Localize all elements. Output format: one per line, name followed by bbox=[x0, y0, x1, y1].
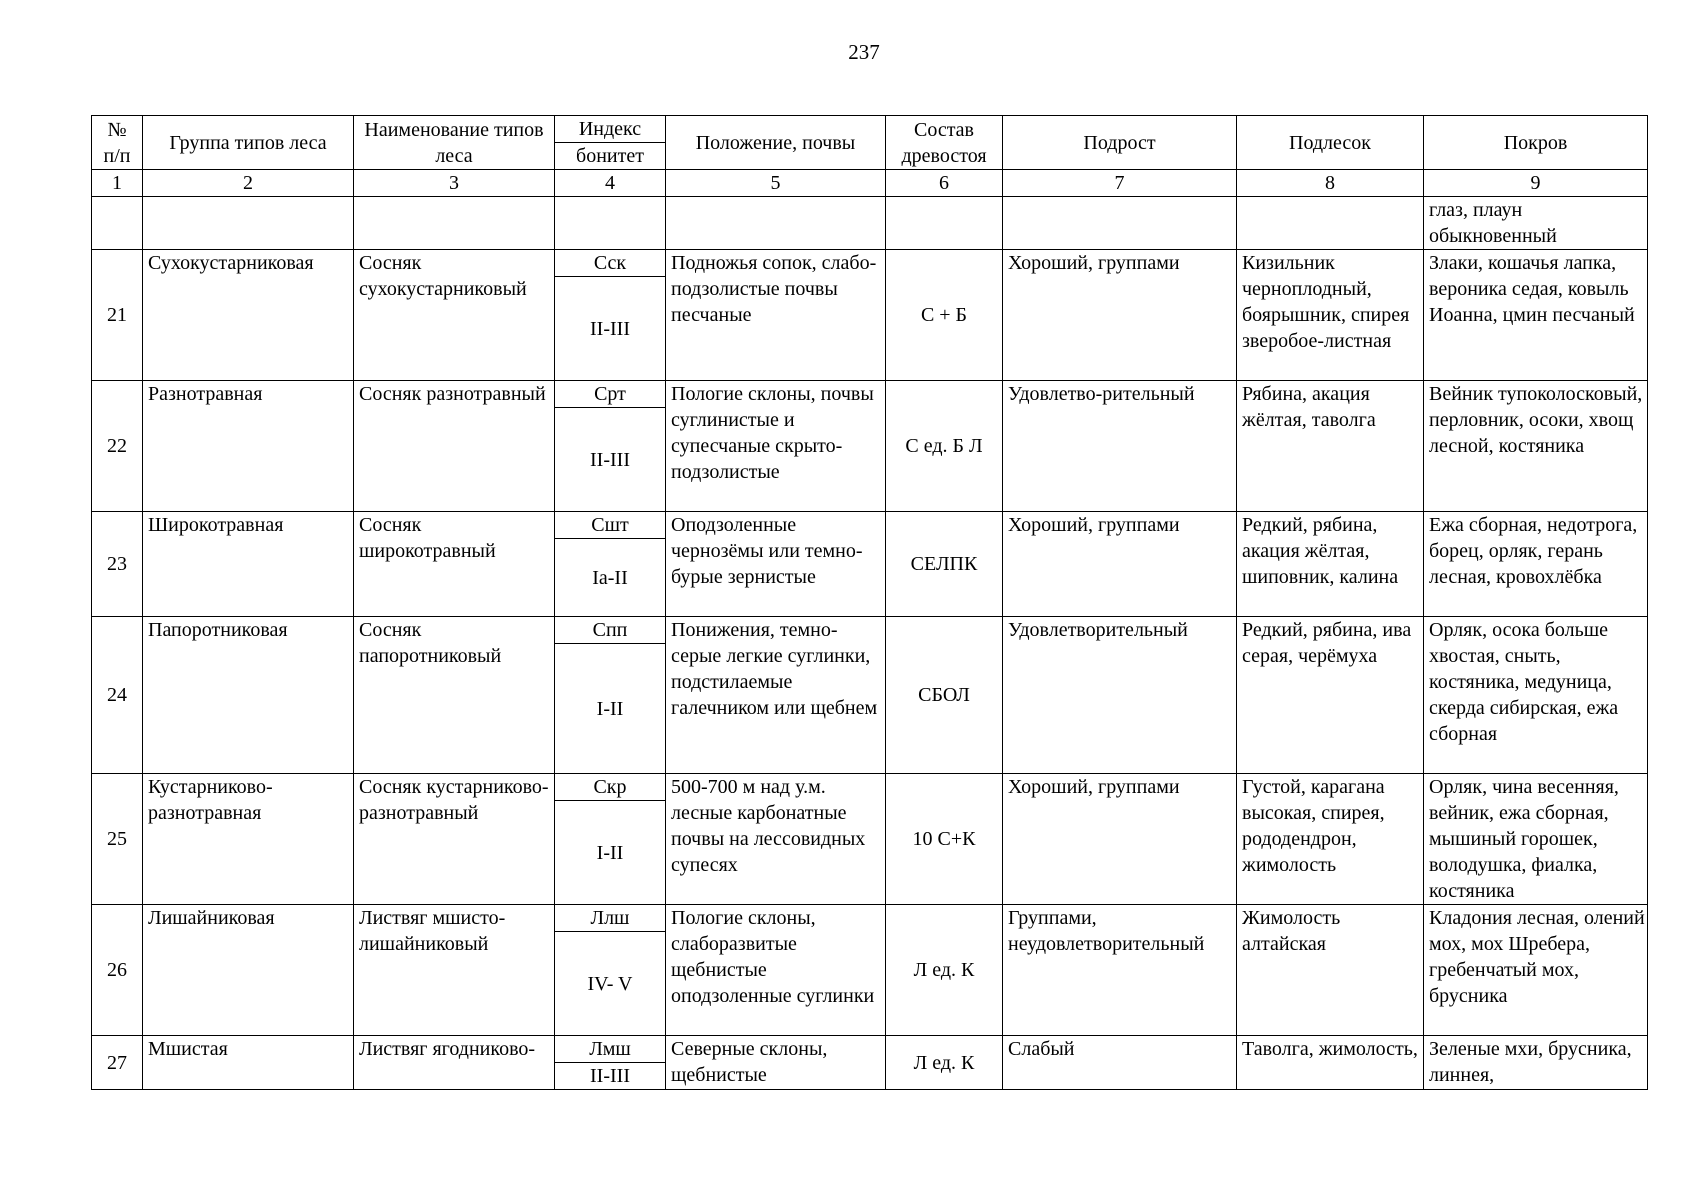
bonitet-cell: II-III bbox=[555, 408, 666, 512]
composition-cell: 10 С+К bbox=[886, 774, 1003, 905]
bonitet-cell: Ia-II bbox=[555, 539, 666, 617]
page-number: 237 bbox=[848, 40, 880, 64]
podrost-cell: Группами, неудовлетворительный bbox=[1003, 905, 1237, 1036]
position-soil-cell: Подножья сопок, слабо-подзолистые почвы песчаные bbox=[666, 250, 886, 381]
column-number: 3 bbox=[354, 170, 555, 197]
pokrov-cell: глаз, плаун обыкновенный bbox=[1424, 197, 1648, 250]
empty-cell bbox=[143, 197, 354, 250]
row-number: 21 bbox=[92, 250, 143, 381]
empty-cell bbox=[1237, 197, 1424, 250]
table-row bbox=[92, 1036, 1648, 1063]
header-podrost: Подрост bbox=[1003, 116, 1237, 170]
podrost-cell: Хороший, группами bbox=[1003, 512, 1237, 617]
forest-type-cell: Сосняк кустарниково-разнотравный bbox=[354, 774, 555, 905]
podrost-cell: Слабый bbox=[1003, 1036, 1237, 1090]
index-cell: Лмш bbox=[555, 1036, 666, 1063]
podlesok-cell: Таволга, жимолость, bbox=[1237, 1036, 1424, 1090]
bonitet-cell: II-III bbox=[555, 1063, 666, 1090]
row-number: 25 bbox=[92, 774, 143, 905]
row-number: 23 bbox=[92, 512, 143, 617]
bonitet-cell: I-II bbox=[555, 644, 666, 774]
column-number: 2 bbox=[143, 170, 354, 197]
composition-cell: С + Б bbox=[886, 250, 1003, 381]
position-soil-cell: Пологие склоны, почвы суглинистые и супесчаные скрыто-подзолистые bbox=[666, 381, 886, 512]
index-cell: Сшт bbox=[555, 512, 666, 539]
pokrov-cell: Ежа сборная, недотрога, борец, орляк, герань лесная, кровохлёбка bbox=[1424, 512, 1648, 617]
podlesok-cell: Рябина, акация жёлтая, таволга bbox=[1237, 381, 1424, 512]
pokrov-cell: Вейник тупоколосковый, перловник, осоки, хвощ лесной, костяника bbox=[1424, 381, 1648, 512]
row-number: 24 bbox=[92, 617, 143, 774]
table-header-row bbox=[92, 116, 1648, 143]
table-row bbox=[92, 512, 1648, 539]
table-row bbox=[92, 381, 1648, 408]
table-row bbox=[92, 250, 1648, 277]
header-num: № п/п bbox=[92, 116, 143, 170]
forest-type-cell: Листвяг мшисто-лишайниковый bbox=[354, 905, 555, 1036]
forest-group-cell: Лишайниковая bbox=[143, 905, 354, 1036]
podlesok-cell: Густой, карагана высокая, спирея, рододендрон, жимолость bbox=[1237, 774, 1424, 905]
empty-cell bbox=[1003, 197, 1237, 250]
continuation-row bbox=[92, 197, 1648, 250]
position-soil-cell: 500-700 м над у.м. лесные карбонатные почвы на лессовидных супесях bbox=[666, 774, 886, 905]
forest-type-cell: Сосняк папоротниковый bbox=[354, 617, 555, 774]
row-number: 27 bbox=[92, 1036, 143, 1090]
composition-cell: Л ед. К bbox=[886, 1036, 1003, 1090]
row-number: 26 bbox=[92, 905, 143, 1036]
forest-types-table bbox=[91, 115, 1648, 1090]
pokrov-cell: Злаки, кошачья лапка, вероника седая, ковыль Иоанна, цмин песчаный bbox=[1424, 250, 1648, 381]
bonitet-cell: I-II bbox=[555, 801, 666, 905]
bonitet-cell: IV- V bbox=[555, 932, 666, 1036]
header-index: Индекс bbox=[555, 116, 666, 143]
index-cell: Ллш bbox=[555, 905, 666, 932]
position-soil-cell: Пологие склоны, слаборазвитые щебнистые оподзоленные суглинки bbox=[666, 905, 886, 1036]
empty-cell bbox=[92, 197, 143, 250]
forest-group-cell: Мшистая bbox=[143, 1036, 354, 1090]
forest-group-cell: Сухокустарниковая bbox=[143, 250, 354, 381]
position-soil-cell: Оподзоленные чернозёмы или темно-бурые зернистые bbox=[666, 512, 886, 617]
header-podlesok: Подлесок bbox=[1237, 116, 1424, 170]
forest-group-cell: Кустарниково-разнотравная bbox=[143, 774, 354, 905]
column-number: 5 bbox=[666, 170, 886, 197]
podlesok-cell: Жимолость алтайская bbox=[1237, 905, 1424, 1036]
podrost-cell: Хороший, группами bbox=[1003, 250, 1237, 381]
composition-cell: Л ед. К bbox=[886, 905, 1003, 1036]
index-cell: Спп bbox=[555, 617, 666, 644]
podlesok-cell: Редкий, рябина, акация жёлтая, шиповник, калина bbox=[1237, 512, 1424, 617]
composition-cell: СЕЛПК bbox=[886, 512, 1003, 617]
index-cell: Сск bbox=[555, 250, 666, 277]
column-number: 1 bbox=[92, 170, 143, 197]
empty-cell bbox=[886, 197, 1003, 250]
header-type: Наименование типов леса bbox=[354, 116, 555, 170]
header-composition: Состав древостоя bbox=[886, 116, 1003, 170]
header-group: Группа типов леса bbox=[143, 116, 354, 170]
pokrov-cell: Орляк, осока больше хвостая, сныть, костяника, медуница, скерда сибирская, ежа сборная bbox=[1424, 617, 1648, 774]
column-number: 4 bbox=[555, 170, 666, 197]
pokrov-cell: Зеленые мхи, брусника, линнея, bbox=[1424, 1036, 1648, 1090]
pokrov-cell: Орляк, чина весенняя, вейник, ежа сборная, мышиный горошек, володушка, фиалка, костяника bbox=[1424, 774, 1648, 905]
column-number: 8 bbox=[1237, 170, 1424, 197]
column-number: 9 bbox=[1424, 170, 1648, 197]
forest-group-cell: Папоротниковая bbox=[143, 617, 354, 774]
composition-cell: С ед. Б Л bbox=[886, 381, 1003, 512]
position-soil-cell: Северные склоны, щебнистые bbox=[666, 1036, 886, 1090]
forest-type-cell: Сосняк разнотравный bbox=[354, 381, 555, 512]
pokrov-cell: Кладония лесная, олений мох, мох Шребера, гребенчатый мох, брусника bbox=[1424, 905, 1648, 1036]
empty-cell bbox=[666, 197, 886, 250]
podrost-cell: Удовлетворительный bbox=[1003, 617, 1237, 774]
table-row bbox=[92, 905, 1648, 932]
header-pokrov: Покров bbox=[1424, 116, 1648, 170]
table-row bbox=[92, 774, 1648, 801]
column-number-row bbox=[92, 170, 1648, 197]
index-cell: Срт bbox=[555, 381, 666, 408]
index-cell: Скр bbox=[555, 774, 666, 801]
podlesok-cell: Редкий, рябина, ива серая, черёмуха bbox=[1237, 617, 1424, 774]
bonitet-cell: II-III bbox=[555, 277, 666, 381]
forest-group-cell: Разнотравная bbox=[143, 381, 354, 512]
table-row bbox=[92, 617, 1648, 644]
empty-cell bbox=[354, 197, 555, 250]
podlesok-cell: Кизильник черноплодный, боярышник, спирея зверобое-листная bbox=[1237, 250, 1424, 381]
forest-type-cell: Сосняк сухокустарниковый bbox=[354, 250, 555, 381]
header-position: Положение, почвы bbox=[666, 116, 886, 170]
position-soil-cell: Понижения, темно-серые легкие суглинки, подстилаемые галечником или щебнем bbox=[666, 617, 886, 774]
row-number: 22 bbox=[92, 381, 143, 512]
column-number: 6 bbox=[886, 170, 1003, 197]
empty-cell bbox=[555, 197, 666, 250]
podrost-cell: Удовлетво-рительный bbox=[1003, 381, 1237, 512]
composition-cell: СБОЛ bbox=[886, 617, 1003, 774]
column-number: 7 bbox=[1003, 170, 1237, 197]
forest-type-cell: Листвяг ягодниково- bbox=[354, 1036, 555, 1090]
forest-group-cell: Широкотравная bbox=[143, 512, 354, 617]
forest-type-cell: Сосняк широкотравный bbox=[354, 512, 555, 617]
header-bonitet: бонитет bbox=[555, 143, 666, 170]
podrost-cell: Хороший, группами bbox=[1003, 774, 1237, 905]
